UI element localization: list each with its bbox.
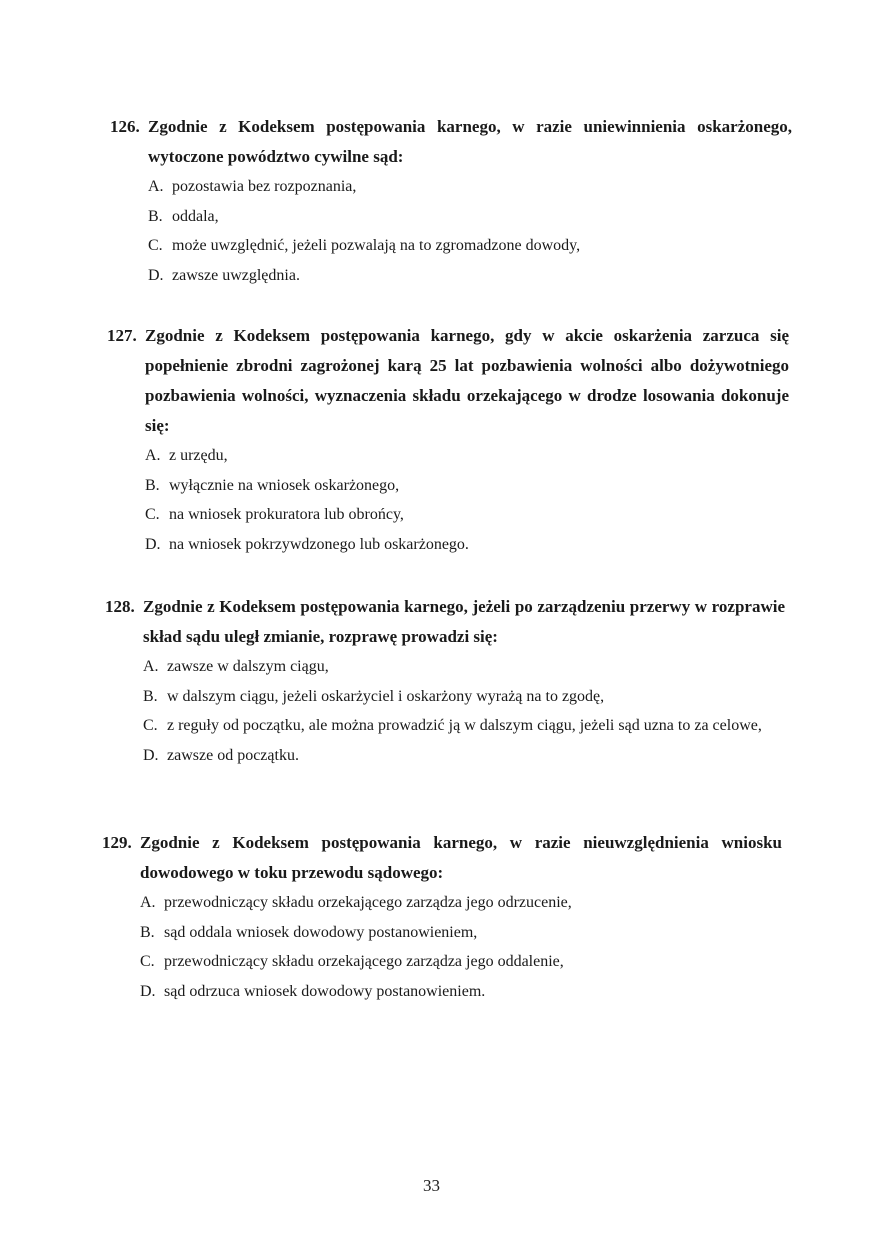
option-text: przewodniczący składu orzekającego zarządza jego odrzucenie,	[164, 894, 572, 911]
answer-options	[143, 652, 785, 770]
option-letter: D.	[143, 746, 159, 764]
answer-option-c	[143, 711, 785, 741]
question-text: Zgodnie z Kodeksem postępowania karnego, jeżeli po zarządzeniu przerwy w rozprawie skład sądu uległ zmianie, rozprawę prowadzi się:	[143, 597, 785, 646]
question-number: 129.	[102, 833, 132, 852]
option-letter: D.	[148, 266, 164, 284]
option-letter: A.	[145, 447, 161, 464]
question-stem	[102, 828, 782, 888]
answer-option-b	[148, 202, 792, 232]
option-text: wyłącznie na wniosek oskarżonego,	[169, 476, 400, 494]
question-text: Zgodnie z Kodeksem postępowania karnego, w razie nieuwzględnienia wniosku dowodowego w toku przewodu sądowego:	[140, 833, 782, 882]
option-text: sąd odrzuca wniosek dowodowy postanowieniem.	[164, 982, 486, 1000]
option-letter: B.	[143, 687, 158, 705]
option-text: w dalszym ciągu, jeżeli oskarżyciel i oskarżony wyrażą na to zgodę,	[167, 687, 605, 705]
answer-options	[148, 172, 792, 290]
answer-option-c	[140, 947, 782, 977]
page-number: 33	[423, 1176, 440, 1195]
option-text: zawsze w dalszym ciągu,	[167, 658, 329, 675]
question-126	[110, 112, 792, 290]
answer-option-a	[145, 441, 789, 471]
question-number: 127.	[107, 326, 137, 345]
option-text: z urzędu,	[169, 447, 228, 464]
question-text: Zgodnie z Kodeksem postępowania karnego, w razie uniewinnienia oskarżonego, wytoczone powództwo cywilne sąd:	[148, 117, 792, 166]
question-number: 126.	[110, 117, 140, 136]
question-stem	[110, 112, 792, 172]
option-letter: D.	[145, 535, 161, 553]
answer-option-d	[145, 530, 789, 560]
option-text: pozostawia bez rozpoznania,	[172, 178, 357, 195]
option-text: zawsze uwzględnia.	[172, 266, 300, 284]
option-letter: B.	[145, 476, 160, 494]
option-letter: C.	[145, 506, 160, 523]
question-129	[102, 828, 782, 1006]
answer-option-a	[143, 652, 785, 682]
answer-option-d	[148, 261, 792, 291]
answer-option-d	[143, 741, 785, 771]
answer-option-c	[148, 231, 792, 261]
answer-options	[145, 441, 789, 559]
option-letter: B.	[140, 923, 155, 941]
option-letter: B.	[148, 207, 163, 225]
option-text: przewodniczący składu orzekającego zarządza jego oddalenie,	[164, 953, 564, 970]
answer-option-b	[140, 918, 782, 948]
option-text: na wniosek prokuratora lub obrońcy,	[169, 506, 404, 523]
option-letter: D.	[140, 982, 156, 1000]
answer-option-b	[143, 682, 785, 712]
option-letter: C.	[140, 953, 155, 970]
option-text: może uwzględnić, jeżeli pozwalają na to zgromadzone dowody,	[172, 237, 581, 254]
option-text: z reguły od początku, ale można prowadzić ją w dalszym ciągu, jeżeli sąd uzna to za celowe,	[167, 717, 762, 734]
option-letter: A.	[140, 894, 156, 911]
question-128	[105, 592, 785, 770]
option-text: zawsze od początku.	[167, 746, 299, 764]
question-number: 128.	[105, 597, 135, 616]
answer-options	[140, 888, 782, 1006]
question-text: Zgodnie z Kodeksem postępowania karnego, gdy w akcie oskarżenia zarzuca się popełnienie zbrodni zagrożonej karą 25 lat pozbawienia wolności albo dożywotniego pozbawienia wolności, wyznaczenia składu orzekającego w drodze losowania dokonuje się:	[145, 326, 789, 435]
option-letter: A.	[143, 658, 159, 675]
answer-option-c	[145, 500, 789, 530]
option-letter: C.	[143, 717, 158, 734]
answer-option-b	[145, 471, 789, 501]
answer-option-a	[148, 172, 792, 202]
option-letter: A.	[148, 178, 164, 195]
option-text: na wniosek pokrzywdzonego lub oskarżonego.	[169, 535, 469, 553]
question-127	[107, 321, 789, 559]
option-letter: C.	[148, 237, 163, 254]
option-text: oddala,	[172, 207, 219, 225]
answer-option-a	[140, 888, 782, 918]
question-stem	[105, 592, 785, 652]
option-text: sąd oddala wniosek dowodowy postanowieniem,	[164, 923, 478, 941]
answer-option-d	[140, 977, 782, 1007]
question-stem	[107, 321, 789, 441]
